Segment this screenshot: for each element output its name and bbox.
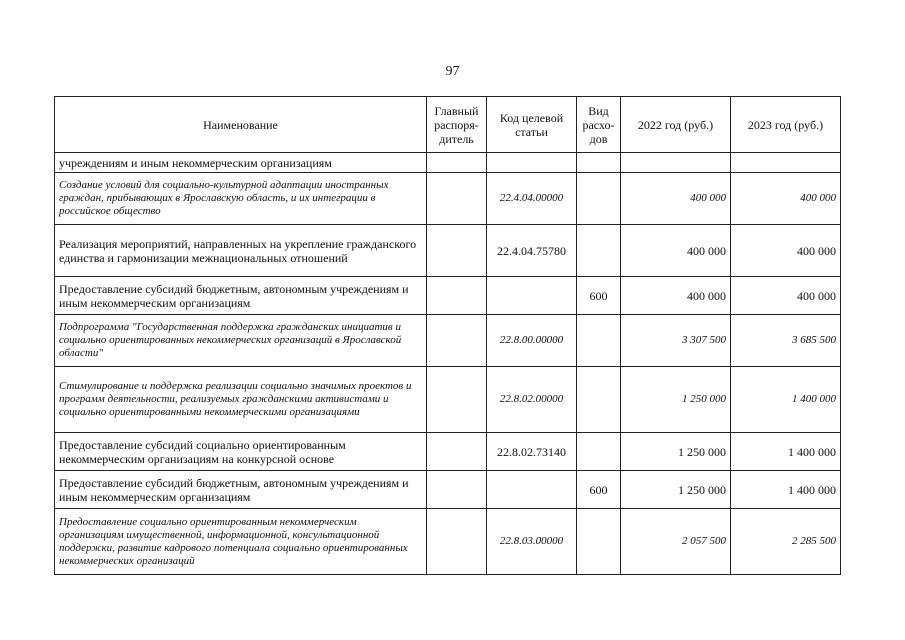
cell-expense-type bbox=[577, 173, 621, 225]
cell-expense-type bbox=[577, 509, 621, 575]
cell-year-2022: 3 307 500 bbox=[621, 315, 731, 367]
cell-target-code: 22.8.02.00000 bbox=[487, 367, 577, 433]
cell-year-2023: 400 000 bbox=[731, 225, 841, 277]
cell-name: Предоставление субсидий бюджетным, автономным учреждениям и иным некоммерческим организациям bbox=[55, 277, 427, 315]
header-year-2022: 2022 год (руб.) bbox=[621, 97, 731, 153]
cell-chief-administrator bbox=[427, 277, 487, 315]
cell-chief-administrator bbox=[427, 225, 487, 277]
table-row bbox=[55, 225, 841, 277]
cell-chief-administrator bbox=[427, 433, 487, 471]
cell-year-2023: 1 400 000 bbox=[731, 367, 841, 433]
cell-year-2023: 1 400 000 bbox=[731, 471, 841, 509]
table-row bbox=[55, 433, 841, 471]
cell-chief-administrator bbox=[427, 315, 487, 367]
cell-name: учреждениям и иным некоммерческим организациям bbox=[55, 153, 427, 173]
header-year-2023: 2023 год (руб.) bbox=[731, 97, 841, 153]
cell-name: Предоставление социально ориентированным некоммерческим организациям имущественной, информационной, консультационной поддержки, развитие кадрового потенциала социально ориентированных некоммерческих организаций bbox=[55, 509, 427, 575]
cell-name: Создание условий для социально-культурной адаптации иностранных граждан, прибывающих в Ярославскую область, и их интеграции в российское общество bbox=[55, 173, 427, 225]
cell-expense-type bbox=[577, 367, 621, 433]
cell-chief-administrator bbox=[427, 471, 487, 509]
cell-name: Реализация мероприятий, направленных на укрепление гражданского единства и гармонизации межнациональных отношений bbox=[55, 225, 427, 277]
cell-chief-administrator bbox=[427, 367, 487, 433]
cell-year-2022: 400 000 bbox=[621, 173, 731, 225]
cell-year-2022: 2 057 500 bbox=[621, 509, 731, 575]
cell-name: Подпрограмма "Государственная поддержка гражданских инициатив и социально ориентированных некоммерческих организаций в Ярославской области" bbox=[55, 315, 427, 367]
cell-target-code bbox=[487, 153, 577, 173]
cell-year-2022: 1 250 000 bbox=[621, 367, 731, 433]
cell-chief-administrator bbox=[427, 153, 487, 173]
cell-expense-type: 600 bbox=[577, 277, 621, 315]
cell-expense-type bbox=[577, 153, 621, 173]
cell-year-2022: 1 250 000 bbox=[621, 433, 731, 471]
cell-target-code: 22.8.00.00000 bbox=[487, 315, 577, 367]
cell-year-2023: 3 685 500 bbox=[731, 315, 841, 367]
cell-expense-type bbox=[577, 433, 621, 471]
header-target-code: Код целевой статьи bbox=[487, 97, 577, 153]
cell-name: Стимулирование и поддержка реализации социально значимых проектов и программ деятельности, реализуемых гражданскими активистами и социально ориентированными некоммерческими организациями bbox=[55, 367, 427, 433]
budget-table bbox=[54, 96, 841, 575]
cell-name: Предоставление субсидий социально ориентированным некоммерческим организациям на конкурсной основе bbox=[55, 433, 427, 471]
cell-year-2023: 1 400 000 bbox=[731, 433, 841, 471]
cell-target-code bbox=[487, 277, 577, 315]
cell-target-code bbox=[487, 471, 577, 509]
cell-year-2022: 1 250 000 bbox=[621, 471, 731, 509]
cell-target-code: 22.8.02.73140 bbox=[487, 433, 577, 471]
header-name: Наименование bbox=[55, 97, 427, 153]
cell-target-code: 22.4.04.75780 bbox=[487, 225, 577, 277]
table-row bbox=[55, 315, 841, 367]
cell-year-2023: 400 000 bbox=[731, 173, 841, 225]
header-expense-type: Вид расхо-дов bbox=[577, 97, 621, 153]
header-row bbox=[55, 97, 841, 153]
cell-year-2023 bbox=[731, 153, 841, 173]
cell-name: Предоставление субсидий бюджетным, автономным учреждениям и иным некоммерческим организациям bbox=[55, 471, 427, 509]
table-row bbox=[55, 471, 841, 509]
header-chief-administrator: Главный распоря-дитель bbox=[427, 97, 487, 153]
page-number: 97 bbox=[445, 64, 460, 79]
cell-chief-administrator bbox=[427, 509, 487, 575]
table-row bbox=[55, 367, 841, 433]
cell-target-code: 22.4.04.00000 bbox=[487, 173, 577, 225]
cell-year-2023: 400 000 bbox=[731, 277, 841, 315]
cell-expense-type bbox=[577, 315, 621, 367]
cell-year-2022: 400 000 bbox=[621, 277, 731, 315]
cell-chief-administrator bbox=[427, 173, 487, 225]
cell-target-code: 22.8.03.00000 bbox=[487, 509, 577, 575]
table-row bbox=[55, 173, 841, 225]
table-row bbox=[55, 509, 841, 575]
cell-year-2023: 2 285 500 bbox=[731, 509, 841, 575]
cell-year-2022 bbox=[621, 153, 731, 173]
table-row bbox=[55, 153, 841, 173]
table-row bbox=[55, 277, 841, 315]
cell-expense-type bbox=[577, 225, 621, 277]
cell-year-2022: 400 000 bbox=[621, 225, 731, 277]
cell-expense-type: 600 bbox=[577, 471, 621, 509]
